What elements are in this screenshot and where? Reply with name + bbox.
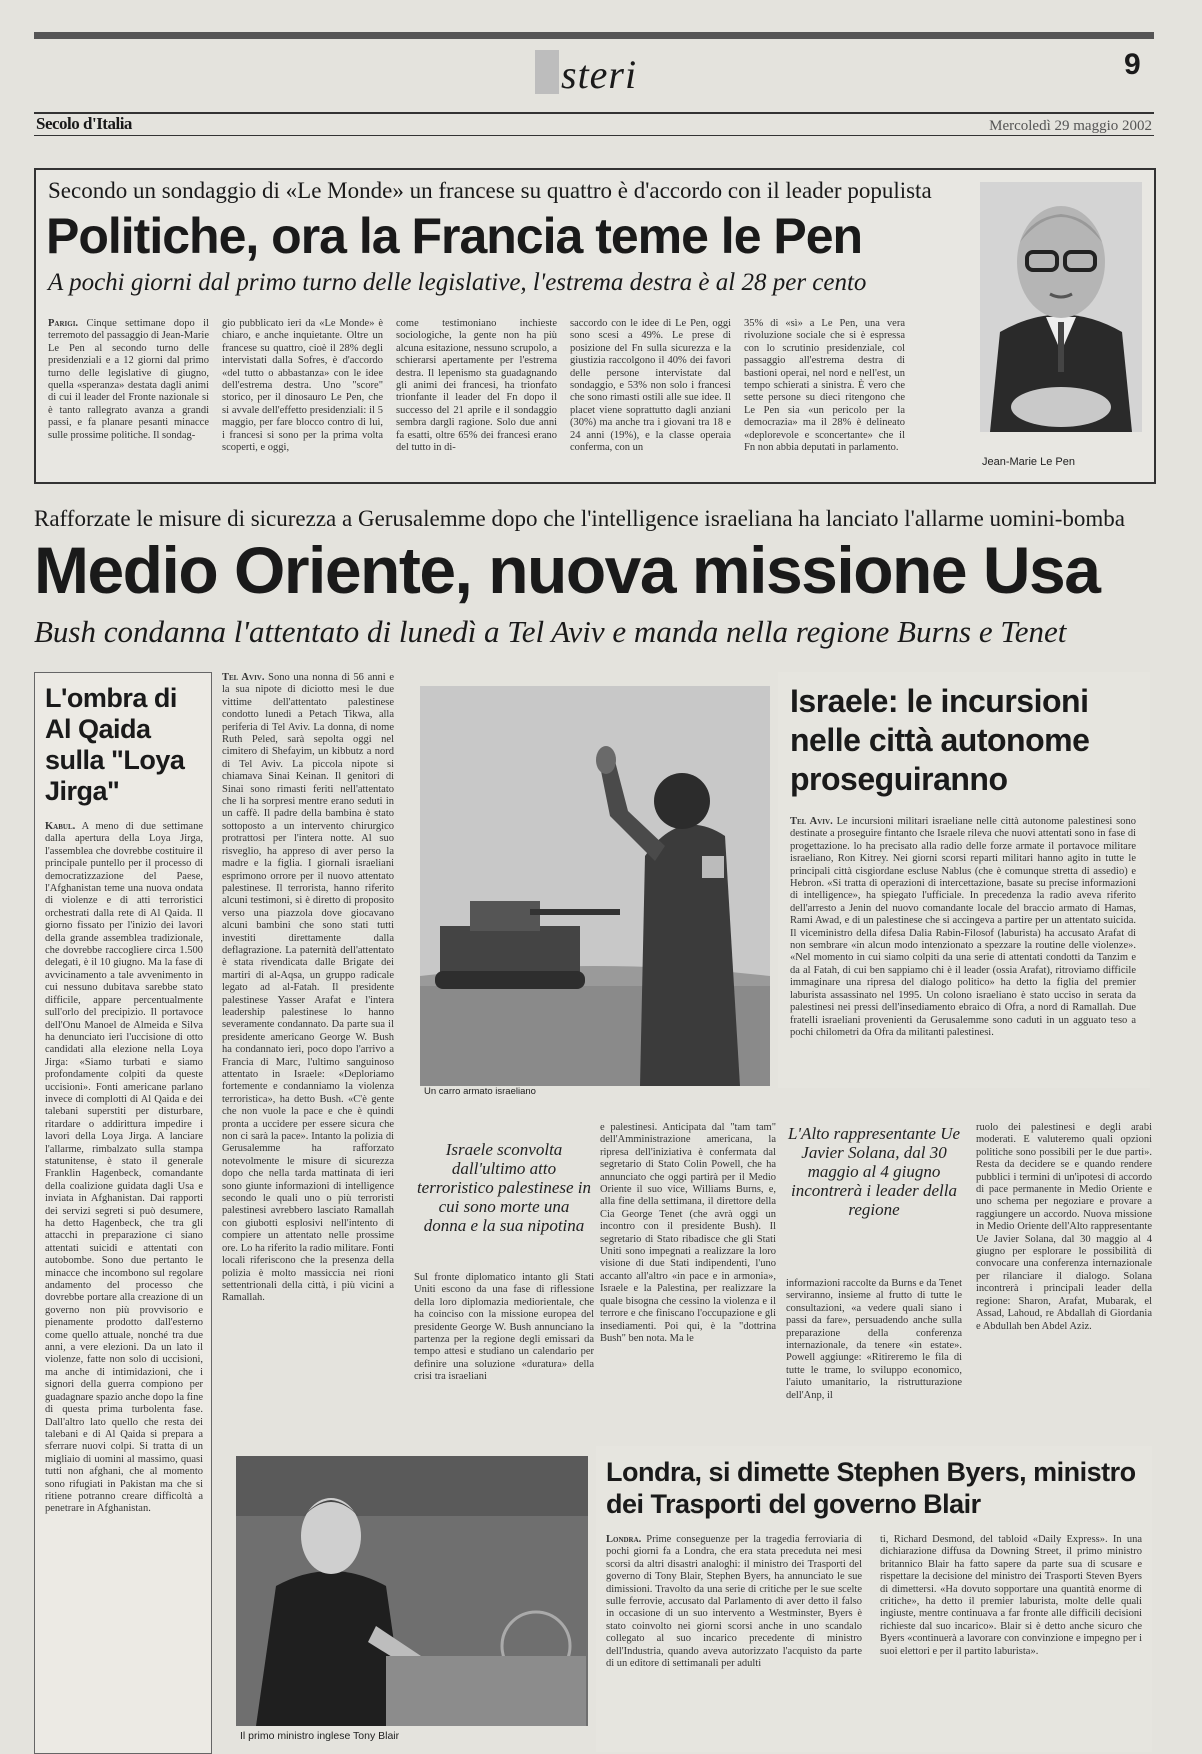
mo-column-5: ruolo dei palestinesi e degli arabi moderati. E valuteremo quali opzioni politiche sono possibili per le due parti». Resta da decidere se e quando rendere pubblici i termini di un'ipotesi di accordo di pace permanente in Medio Oriente e uno schema per negoziare e provare a raggiungere un accordo. Nuova missione in Medio Oriente dell'Alto rappresentante Ue Javier Solana, dal 30 maggio al 4 giugno per esplorare le possibilità di convocare una conferenza internazionale per rilanciare il dialogo. Solana incontrerà i principali leader della regione: Sharon, Arafat, Mubarak, el Assad, Lahoud, re Abdallah di Giordania e Abdullah ben Abdel Aziz.: [976, 1122, 1152, 1332]
masthead-underline: [34, 135, 1154, 136]
top-rule: [34, 32, 1154, 39]
lepen-kicker: Secondo un sondaggio di «Le Monde» un francese su quattro è d'accordo con il leader populista: [48, 178, 932, 203]
alqaida-sidebar: [34, 672, 212, 1754]
blair-photo-caption: Il primo ministro inglese Tony Blair: [240, 1730, 400, 1742]
masthead-rule: [34, 112, 1154, 114]
byers-column-2: ti, Richard Desmond, del tabloid «Daily Express». In una dichiarazione diffusa da Downing Street, il primo ministro britannico Blair ha fatto sapere da parte sua di scusare e rispettare la decisione del ministro dei Trasporti Steven Byers di dimettersi. «Ha dovuto sopportare una quantità enorme di critiche», ha detto il premier laburista, molte delle quali ingiuste, mentre continuava a far fronte alle difficili decisioni richieste dal suo incarico». Blair si è detto anche sicuro che Byers «continuerà a lavorare con convinzione e impegno per i suoi elettori e per il partito laburista».: [880, 1534, 1142, 1657]
alqaida-body: [45, 821, 203, 1741]
incursioni-headline: Israele: le incursioni nelle città autonome proseguiranno: [790, 683, 1090, 797]
blair-photo: [236, 1456, 588, 1726]
lepen-article-box: [34, 168, 1156, 484]
mo-column-3: e palestinesi. Anticipata dal "tam tam" dell'Amministrazione americana, la ripresa dell'iniziativa è confermata dal segretario di Stato Colin Powell, che ha annunciato che oggi partirà per il Medio Oriente il suo vice, Williams Burns, e, alla fine della settimana, il direttore della Cia George Tenet (che avrà oggi un incontro con il presidente Bush). Il segretario di Stato ribadisce che gli Stati Uniti sono impegnati a realizzare la loro visione di due Stati indipendenti, l'uno accanto all'altro «in pace e in armonia», Israele e la Palestina, per realizzare la quale bisogna che cessino la violenza e il terrore e che finiscano l'occupazione e gli insediamenti. Poi qui, è la "dottrina Bush" ben nota. Ma le: [600, 1122, 776, 1344]
lepen-column-5: 35% di «sì» a Le Pen, una vera rivoluzione sociale che si è espressa con lo scrutinio presidenziale, col passaggio all'estrema destra di bastioni operai, nel nord e nell'est, un tempo schierati a sinistra. È vero che sette persone su dieci ritengono che Le Pen sia «un pericolo per la democrazia» ma il 28% è delineato «deplorevole e sconcertante» che il Fn non abbia deputati in parlamento.: [744, 318, 905, 454]
byers-column-1-text: Prime conseguenze per la tragedia ferroviaria di pochi giorni fa a Londra, che era stata preceduta nei mesi scorsi da altri disastri analoghi: il ministro dei Trasporti del governo di Tony Blair, Stephen Byers, ha annunciato le sue dimissioni. Travolto da una serie di critiche per le sue scelte sulle ferrovie, accusato dal Parlamento di aver detto il falso in occasione di un suo intervento a Westminster, Byers è stato coinvolto nei giorni scorsi anche in uno scandalo collegato al suo incarico precedente di ministro dell'Industria, quando aveva autorizzato l'acquisto da parte di un editore di settimanali per adulti: [606, 1534, 862, 1670]
incursioni-body: [790, 816, 1136, 1078]
alqaida-headline: L'ombra di Al Qaida sulla "Loya Jirga": [45, 683, 185, 806]
lepen-photo: [980, 182, 1142, 432]
lepen-column-4: saccordo con le idee di Le Pen, oggi sono scesi a 49%. Le prese di posizione del Fn sulla sicurezza e la giustizia raccolgono il 40% dei favori delle persone intervistate dal sondaggio, e 53% non solo i francesi che sono rimasti ostili alle sue idee. Il placet viene soprattutto dagli anziani (30%) ma anche tra i giovani tra 18 e 24 anni (19%), e la classe operaia conferma, con un: [570, 318, 731, 454]
issue-date: Mercoledì 29 maggio 2002: [989, 118, 1152, 134]
mo-column-4: informazioni raccolte da Burns e da Tenet serviranno, insieme al frutto di tutte le consultazioni, «a vedere quali siano i passi da fare», persuadendo anche sulla preparazione della conferenza internazionale, da tenere «in estate». Powell aggiunge: «Ritireremo le fila di tutte le trame, lo sviluppo economico, l'aiuto umanitario, la ristrutturazione dell'Anp, il: [786, 1278, 962, 1401]
tank-photo-illustration: [420, 686, 770, 1086]
mo-kicker: Rafforzate le misure di sicurezza a Gerusalemme dopo che l'intelligence israeliana ha lanciato l'allarme uomini-bomba: [34, 506, 1125, 531]
tank-photo: [420, 686, 770, 1086]
lepen-column-1: [48, 318, 209, 470]
incursioni-body-text: Le incursioni militari israeliane nelle città autonome palestinesi sono destinate a proseguire fintanto che Israele rileva che nuovi attentati sono in fase di progettazione. lo ha precisato alla radio delle forze armate il portavoce militare israeliano, Ron Kitrey. Nei giorni scorsi reparti militari hanno agito in tutte le principali città cisgiordane escluse Nablus (che è comunque stretta di assedio) e Hebron. «Si tratta di operazioni di intercettazione, basate su precise informazioni di intelligence», ha spiegato l'ufficiale. In precedenza la radio aveva riferito dell'arresto a Jenin del nuovo comandante locale del braccio armato di Hamas, Rami Awad, e di un palestinese che si accingeva a partire per un attentato suicida. Il viceministro della difesa Dalia Rabin-Filosof (laburista) ha accusato Arafat di non sembrare «in alcun modo intenzionato a spezzare la routine delle violenze». «Nel momento in cui siamo colpiti da una serie di attentati condotti da Tanzim e da al Fatah, di cui ben sappiamo chi è il leader (ossia Arafat), ritroviamo difficile immaginare una ripresa del dialogo politico» ha detto la figlia del premier laburista assassinato nel 1995. Un colono israeliano è stato ucciso in serata da palestinesi nei pressi dell'insediamento ebraico di Ofra, a nord di Ramallah. Due fratelli israeliani provenienti da Gerusalemme sono caduti in un agguato teso a pochi chilometri da Ofra da militanti palestinesi.: [790, 816, 1136, 1038]
lepen-subhead: A pochi giorni dal primo turno delle legislative, l'estrema destra è al 28 per cento: [48, 269, 867, 296]
incursioni-dateline: Tel Aviv.: [790, 816, 833, 827]
mo-pullquote: Israele sconvolta dall'ultimo atto terroristico palestinese in cui sono morte una donna e la sua nipotina: [416, 1140, 592, 1235]
alqaida-dateline: Kabul.: [45, 821, 76, 832]
lepen-portrait-illustration: [980, 182, 1142, 432]
lepen-column-1-text: Cinque settimane dopo il terremoto del passaggio di Jean-Marie Le Pen al secondo turno delle presidenziali e a 12 giorni dal primo turno delle legislative di giugno, quella «speranza» destata dagli animi di cui il leader del Fronte nazionale si è tanto rallegrato avanza a grandi passi, e fa planare pesanti minacce sulle prossime politiche. Il sondag-: [48, 318, 209, 441]
mo-subhead: Bush condanna l'attentato di lunedì a Tel Aviv e manda nella regione Burns e Tenet: [34, 614, 1067, 649]
lepen-column-3: come testimoniano inchieste sociologiche, la gente non ha più alcuna esitazione, nessuno scrupolo, a schierarsi apertamente per l'estrema destra. Il lepenismo sta guadagnando gli animi dei francesi, ha trionfato trionfante il leader del Fn dopo il successo del 21 aprile e il sondaggio sembra dargli ragione. Solo due anni fa esatti, oltre 65% dei francesi erano del tutto in di-: [396, 318, 557, 454]
blair-photo-illustration: [236, 1456, 588, 1726]
mo-column-2: Sul fronte diplomatico intanto gli Stati Uniti escono da una fase di riflessione della loro diplomazia mediorientale, che ha coinciso con la missione europea del presidente George W. Bush annunciano la partenza per la regione degli emissari da tempo attesi e studiano un calendario per definire una soluzione «duratura» della crisi tra israeliani: [414, 1272, 594, 1383]
mo-dateline: Tel Aviv.: [222, 672, 265, 683]
section-label: steri: [561, 52, 638, 97]
paper-name: Secolo d'Italia: [36, 114, 132, 133]
alqaida-body-text: A meno di due settimane dalla apertura della Loya Jirga, l'assemblea che dovrebbe costituire il principale puntello per il processo di democratizzazione del Paese, l'Afghanistan teme una nuova ondata di violenze e di atti terroristici orchestrati dalla rete di Al Qaida. Il giorno fissato per l'inizio dei lavori della grande assemblea tradizionale, che dovrebbe raccogliere circa 1.500 delegati, è il 10 giugno. Ma la fase di avvicinamento a tale avvenimento in cui nessuno dubitava sarebbe stato difficile, appare percentualmente sull'orlo del precipizio. Il portavoce dell'Onu Manoel de Almeida e Silva ha denunciato ieri l'uccisione di otto candidati alla elezione nella Loya Jirga: «Siamo turbati e siamo profondamente colpiti da queste uccisioni». Fonti americane parlano invece di complotti di Al Qaida e dei talebani superstiti per disturbare, ritardare o addirittura impedire i lavori della Loya Jirga. A lanciare l'allarme, rimbalzato sulla stampa statunitense, è stato il generale Franklin Hagenbeck, comandante della coalizione guidata dagli Usa e inviata in Afghanistan. Dai rapporti dei servizi segreti si può desumere, ha detto Hagenbeck, che tra gli attacchi in preparazione ci siano attentati suicidi e attentati con autobombe. Sono due pertanto le minacce che incombono sul regolare andamento del processo che dovrebbe portare alla creazione di un governo non più provvisorio e pienamente prodotto dall'esterno come quello attuale, nonché tra due anni, a vere elezioni. Da un lato il violenze, fatte non solo di uccisioni, ma anche di intimidazioni, che i signori della guerra compiono per guadagnare spazio anche dopo la fine di questa prima turbolenta fase. Dall'altro lato quello che resta dei talebani e di Al Qaida si prepara a sferrare nuovi colpi. Si tratta di un migliaio di uomini al massimo, quasi tutti non afghani, che al momento sono rifugiati in Pakistan ma che si ritiene potranno creare difficoltà a penetrare in Afghanistan.: [45, 821, 203, 1515]
mo-column-1-text: Sono una nonna di 56 anni e la sua nipote di diciotto mesi le due vittime dell'attentato palestinese condotto lunedì a Petach Tikwa, alla periferia di Tel Aviv. La donna, di nome Ruth Peled, sarà sepolta oggi nel cimitero di Shefayim, un kibbutz a nord di Tel Aviv. La piccola nipote si chiamava Sinai Keinan. Il genitori di Sinai sono rimasti feriti nell'attentato che li ha sorpresi mentre erano seduti in un caffè. Il padre della bambina è stato sottoposto a un intervento chirurgico protrattosi per l'intera notte. Al suo risveglio, ha appreso di aver perso la madre e la figlia. I giornali israeliani esprimono orrore per il nuovo attentato palestinese. Il terrorista, hanno riferito alcuni testimoni, si è diretto di proposito verso una piazzola dove giocavano alcuni bambini che sono stati tutti investiti direttamente dalla deflagrazione. La paternità dell'attentato è stata rivendicata dalle Brigate dei martiri di al-Aqsa, un gruppo radicale legato ad al-Fatah. Il presidente palestinese Yasser Arafat e l'intera leadership palestinese lo hanno severamente condannato. Da parte sua il presidente americano George W. Bush ha condannato ieri, poco dopo l'arrivo a Francia di Marc, l'ultimo sanguinoso attentato in Israele: «Deploriamo fortemente e condanniamo la violenza terroristica», ha detto Bush. «C'è gente che non vuole la pace e che è quindi pronta a uccidere per essere sicura che non ci sarà la pace». Intanto la polizia di Gerusalemme ha rafforzato notevolmente le misure di sicurezza dopo che nella tarda mattinata di ieri sono giunte informazioni di intelligence secondo le quali uno o più terroristi palestinesi avrebbero lasciato Ramallah con giubotti esplosivi nell'intento di compiere un attentato nelle prossime ore. Lo ha riferito la radio militare. Fonti locali riferiscono che la presenza della polizia è molto massiccia nei rioni settentrionali della città, i più vicini a Ramallah.: [222, 672, 394, 1304]
byers-dateline: Londra.: [606, 1534, 642, 1545]
section-name: [535, 50, 637, 98]
incursioni-box: [778, 672, 1150, 1088]
lepen-dateline: Parigi.: [48, 318, 79, 329]
tank-photo-caption: Un carro armato israeliano: [424, 1086, 536, 1097]
mo-headline: Medio Oriente, nuova missione Usa: [34, 533, 1100, 607]
section-letter-block: [535, 50, 559, 94]
lepen-photo-caption: Jean-Marie Le Pen: [982, 456, 1075, 468]
mo-pullquote-2: L'Alto rappresentante Ue Javier Solana, dal 30 maggio al 4 giugno incontrerà i leader della regione: [787, 1124, 961, 1219]
lepen-column-2: gio pubblicato ieri da «Le Monde» è chiaro, e anche inquietante. Oltre un francese su quattro, cioè il 28% degli intervistati dalla Sofres, è d'accordo «del tutto o abbastanza» con le idee dell'estrema destra. Uno "score" storico, per il dinosauro Le Pen, che si avvale dell'effetto presidenziali: il 5 maggio, per fare blocco contro di lui, i francesi si sono per la prima volta scoperti, e oggi,: [222, 318, 383, 454]
lepen-headline: Politiche, ora la Francia teme le Pen: [46, 208, 863, 264]
byers-box: [596, 1446, 1152, 1752]
byers-headline: Londra, si dimette Stephen Byers, ministro dei Trasporti del governo Blair: [606, 1457, 1136, 1519]
byers-column-1: [606, 1534, 862, 1744]
page-number: 9: [1124, 48, 1141, 81]
